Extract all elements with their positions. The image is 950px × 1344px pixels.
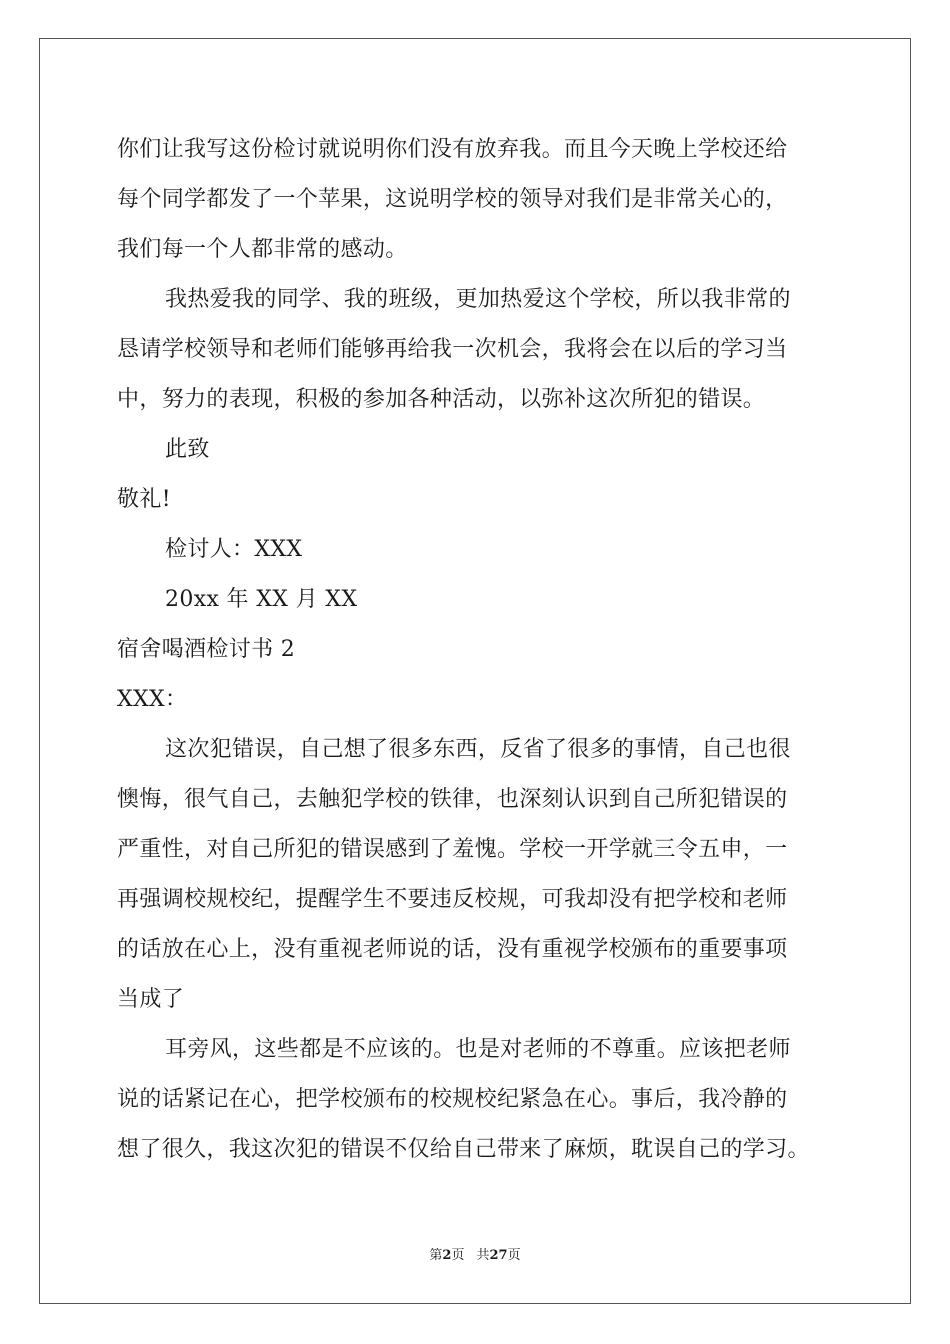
text-line: 我热爱我的同学、我的班级，更加热爱这个学校，所以我非常的 bbox=[165, 287, 791, 312]
text-line: 恳请学校领导和老师们能够再给我一次机会，我将会在以后的学习当 bbox=[117, 337, 788, 362]
text-line: 说的话紧记在心，把学校颁布的校规校纪紧急在心。事后，我冷静的 bbox=[117, 1087, 788, 1112]
signature-name: 检讨人：XXX bbox=[165, 537, 303, 562]
page-number-prefix: 第 bbox=[429, 1248, 443, 1263]
text-line: 中，努力的表现，积极的参加各种活动，以弥补这次所犯的错误。 bbox=[117, 387, 766, 412]
text-line: 每个同学都发了一个苹果，这说明学校的领导对我们是非常关心的， bbox=[117, 187, 788, 212]
page-footer bbox=[0, 1248, 950, 1264]
text-line: 耳旁风，这些都是不应该的。也是对老师的不尊重。应该把老师 bbox=[165, 1037, 791, 1062]
section-title: 宿舍喝酒检讨书 2 bbox=[117, 637, 296, 662]
page-total: 27 bbox=[489, 1248, 508, 1263]
signature-date: 20xx 年 XX 月 XX bbox=[165, 587, 358, 612]
text-line: 想了很久，我这次犯的错误不仅给自己带来了麻烦，耽误自己的学习。 bbox=[117, 1137, 810, 1162]
closing-salutation: 此致 bbox=[165, 437, 210, 462]
page-number-current: 2 bbox=[442, 1248, 452, 1263]
page-number-suffix: 页 bbox=[451, 1248, 465, 1263]
text-line: 严重性，对自己所犯的错误感到了羞愧。学校一开学就三令五申，一 bbox=[117, 837, 788, 862]
closing-regards: 敬礼! bbox=[117, 487, 171, 512]
text-line: 这次犯错误，自己想了很多东西，反省了很多的事情，自己也很 bbox=[165, 737, 791, 762]
page-total-suffix: 页 bbox=[507, 1248, 521, 1263]
text-line: 的话放在心上，没有重视老师说的话，没有重视学校颁布的重要事项 bbox=[117, 937, 788, 962]
text-line: 懊悔，很气自己，去触犯学校的铁律，也深刻认识到自己所犯错误的 bbox=[117, 787, 788, 812]
document-body bbox=[117, 130, 852, 1180]
text-line: 当成了 bbox=[117, 987, 185, 1012]
text-line: 再强调校规校纪，提醒学生不要违反校规，可我却没有把学校和老师 bbox=[117, 887, 788, 912]
text-line: 我们每一个人都非常的感动。 bbox=[117, 237, 408, 262]
addressee: XXX： bbox=[117, 687, 188, 712]
page-total-prefix: 共 bbox=[476, 1248, 490, 1263]
text-line: 你们让我写这份检讨就说明你们没有放弃我。而且今天晚上学校还给 bbox=[117, 137, 788, 162]
